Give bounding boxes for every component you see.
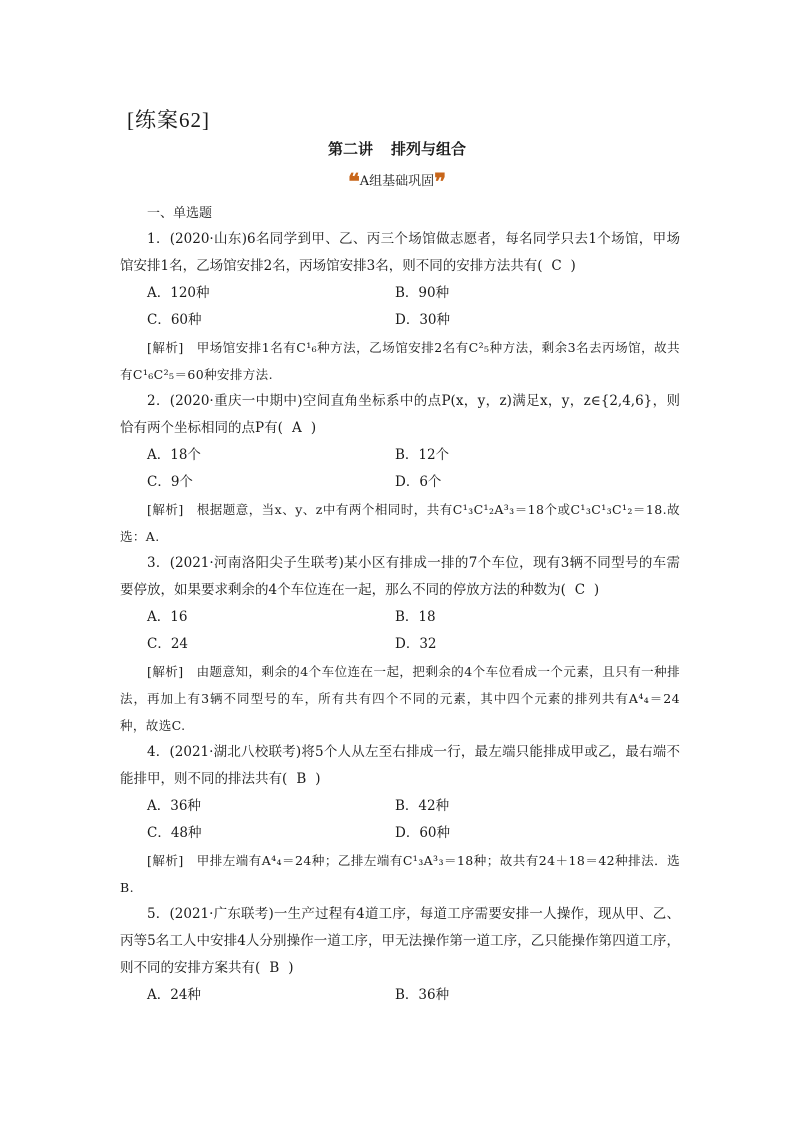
option-b: B．36种 (395, 987, 450, 1003)
option-c: C．9个 (147, 474, 193, 490)
section-banner (0, 169, 794, 195)
question-text: 3．(2021·河南洛阳尖子生联考)某小区有排成一排的7个车位，现有3辆不同型号的车需要停放，如果要求剩余的4个车位连在一起，那么不同的停放方法的种数为( C ) (120, 550, 680, 604)
option-c: C．60种 (147, 312, 202, 328)
solution-text: [解析] 根据题意，当x、y、z中有两个相同时，共有C¹₃C¹₂A³₃＝18个或C¹₃C¹₃C¹₂＝18.故选：A. (120, 502, 680, 544)
option-b: B．12个 (395, 447, 450, 463)
question-answer: C (574, 582, 586, 598)
option-d: D．60种 (395, 825, 451, 841)
option-row (120, 469, 680, 496)
open-quote-icon: ❝ (347, 169, 360, 195)
question-text: 5．(2021·广东联考)一生产过程有4道工序，每道工序需要安排一人操作，现从甲、乙、丙等5名工人中安排4人分别操作一道工序，甲无法操作第一道工序，乙只能操作第四道工序，则不同的安排方案共有( B ) (120, 901, 680, 982)
option-a: A．120种 (147, 285, 210, 301)
solution-text: [解析] 由题意知，剩余的4个车位连在一起，把剩余的4个车位看成一个元素，且只有一种排法，再加上有3辆不同型号的车，所有共有四个不同的元素，其中四个元素的排列共有A⁴₄＝24种，故选C. (120, 664, 680, 733)
option-a: A．16 (147, 609, 188, 625)
question-item (120, 550, 680, 739)
solution-text: [解析] 甲排左端有A⁴₄＝24种；乙排左端有C¹₃A³₃＝18种；故共有24＋18＝42种排法．选B. (120, 853, 680, 895)
option-a: A．36种 (147, 798, 201, 814)
page-title (0, 138, 794, 159)
option-row (120, 982, 680, 1009)
section-banner-label: A组基础巩固 (359, 174, 435, 189)
option-row (120, 820, 680, 847)
close-quote-icon: ❞ (434, 169, 447, 195)
option-row (120, 604, 680, 631)
lesson-code: [练案62] (127, 108, 210, 132)
question-item (120, 739, 680, 901)
question-item (120, 226, 680, 388)
title-topic: 排列与组合 (391, 140, 467, 158)
option-row (120, 307, 680, 334)
question-answer: B (269, 960, 280, 976)
option-a: A．24种 (147, 987, 201, 1003)
option-b: B．18 (395, 609, 436, 625)
question-item (120, 388, 680, 550)
title-lecture: 第二讲 (327, 140, 373, 158)
question-list (120, 226, 680, 1009)
option-row (120, 631, 680, 658)
option-b: B．42种 (395, 798, 450, 814)
question-text: 1．(2020·山东)6名同学到甲、乙、丙三个场馆做志愿者，每名同学只去1个场馆，甲场馆安排1名，乙场馆安排2名，丙场馆安排3名，则不同的安排方法共有( C ) (120, 226, 680, 280)
question-answer: B (296, 771, 307, 787)
question-text: 4．(2021·湖北八校联考)将5个人从左至右排成一行，最左端只能排成甲或乙，最右端不能排甲，则不同的排法共有( B ) (120, 739, 680, 793)
option-row (120, 442, 680, 469)
option-d: D．30种 (395, 312, 451, 328)
option-c: C．24 (147, 636, 189, 652)
option-a: A．18个 (147, 447, 201, 463)
option-row (120, 793, 680, 820)
question-text: 2．(2020·重庆一中期中)空间直角坐标系中的点P(x，y，z)满足x，y，z∈{2,4,6}，则恰有两个坐标相同的点P有( A ) (120, 388, 680, 442)
solution-text: [解析] 甲场馆安排1名有C¹₆种方法，乙场馆安排2名有C²₅种方法，剩余3名去丙场馆，故共有C¹₆C²₅＝60种安排方法. (120, 340, 680, 382)
option-b: B．90种 (395, 285, 450, 301)
question-answer: A (291, 420, 302, 436)
question-item (120, 901, 680, 1009)
option-d: D．6个 (395, 474, 442, 490)
option-row (120, 280, 680, 307)
option-c: C．48种 (147, 825, 202, 841)
section-heading: 一、单选题 (147, 206, 213, 221)
option-d: D．32 (395, 636, 437, 652)
question-answer: C (551, 258, 562, 274)
